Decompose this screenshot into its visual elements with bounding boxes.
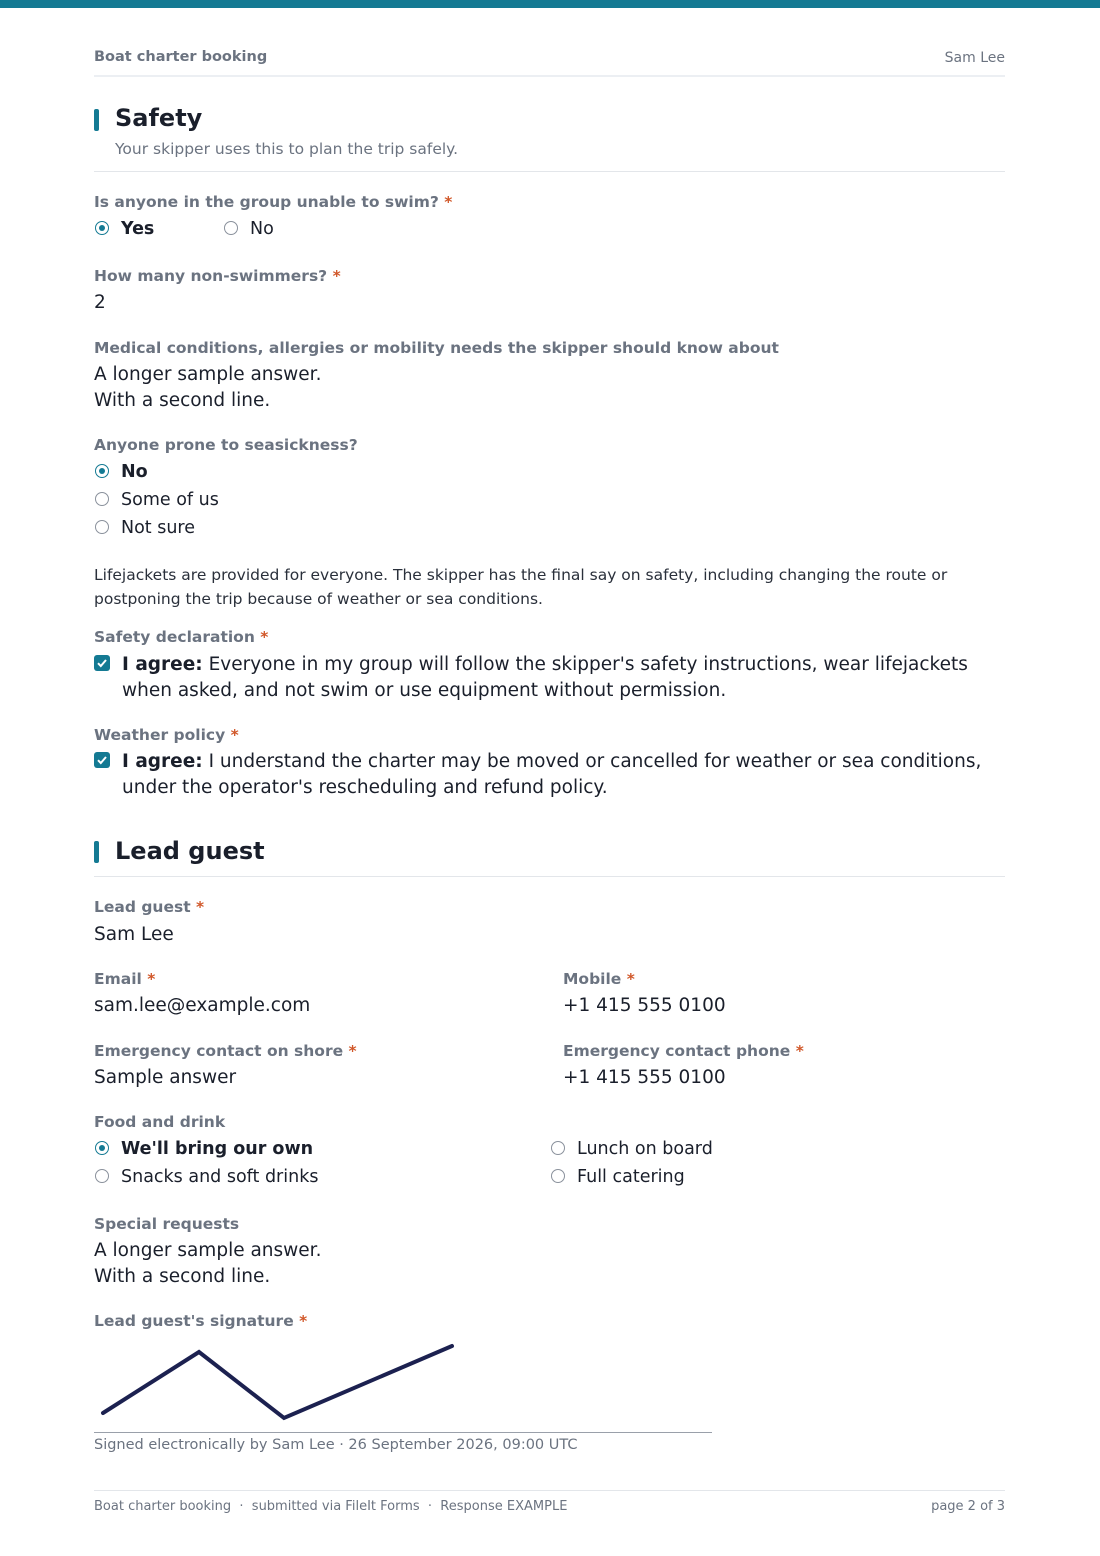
field-label-special-requests: Special requests	[94, 1215, 240, 1233]
radio-empty-icon	[224, 221, 238, 235]
required-marker: *	[444, 193, 453, 211]
field-label-emergency-contact: Emergency contact on shore *	[94, 1042, 357, 1060]
value-special-line2: With a second line.	[94, 1266, 271, 1287]
form-title: Boat charter booking	[94, 49, 268, 65]
section-accent-bar	[94, 109, 99, 131]
required-marker: *	[332, 267, 341, 285]
radio-empty-icon	[551, 1169, 565, 1183]
page-footer	[94, 1490, 1005, 1514]
field-label-mobile: Mobile *	[563, 970, 635, 988]
top-accent-bar	[0, 0, 1100, 8]
signature-line	[94, 1432, 712, 1433]
section-subtitle: Your skipper uses this to plan the trip safely.	[115, 140, 459, 158]
required-marker: *	[795, 1042, 804, 1060]
field-label-emergency-phone: Emergency contact phone *	[563, 1042, 804, 1060]
question-label-medical: Medical conditions, allergies or mobility needs the skipper should know about	[94, 339, 779, 357]
answer-nonswimmers: 2	[94, 292, 106, 313]
answer-medical-line1: A longer sample answer.	[94, 364, 322, 385]
signature-image	[94, 1335, 474, 1435]
question-label-weather: Weather policy *	[94, 726, 239, 744]
question-label-declaration: Safety declaration *	[94, 628, 269, 646]
weather-text: I agree: I understand the charter may be moved or cancelled for weather or sea conditions, under the operator's rescheduling and refund policy.	[122, 751, 982, 798]
required-marker: *	[260, 628, 269, 646]
value-emergency-contact: Sample answer	[94, 1067, 237, 1088]
radio-selected-icon	[95, 221, 109, 235]
answer-medical-line2: With a second line.	[94, 390, 271, 411]
value-lead-guest: Sam Lee	[94, 924, 174, 945]
section-accent-bar	[94, 841, 99, 863]
signature-caption: Signed electronically by Sam Lee · 26 September 2026, 09:00 UTC	[94, 1437, 578, 1453]
declaration-text: I agree: Everyone in my group will follow the skipper's safety instructions, wear lifejackets when asked, and not swim or use equipment without permission.	[122, 654, 968, 701]
section-title: Lead guest	[115, 837, 265, 865]
page-number: page 2 of 3	[931, 1499, 1005, 1514]
safety-info-text: Lifejackets are provided for everyone. The skipper has the final say on safety, including changing the route or postponing the trip because of weather or sea conditions.	[94, 566, 948, 608]
required-marker: *	[626, 970, 635, 988]
checkbox-weather-policy[interactable]	[94, 749, 1005, 803]
required-marker: *	[196, 898, 205, 916]
checkbox-checked-icon	[94, 752, 110, 768]
section-safety-header	[94, 104, 1005, 172]
radio-empty-icon	[95, 492, 109, 506]
field-label-food: Food and drink	[94, 1113, 226, 1131]
question-label-nonswimmers: How many non-swimmers? *	[94, 267, 341, 285]
field-label-email: Email *	[94, 970, 156, 988]
footer-info: Boat charter booking · submitted via FileIt Forms · Response EXAMPLE	[94, 1499, 568, 1514]
field-label-lead-guest: Lead guest *	[94, 898, 205, 916]
section-lead-guest-header	[94, 837, 1005, 877]
section-title: Safety	[115, 104, 203, 132]
radio-empty-icon	[95, 520, 109, 534]
user-name: Sam Lee	[944, 50, 1005, 66]
question-label-swim: Is anyone in the group unable to swim? *	[94, 193, 453, 211]
required-marker: *	[299, 1312, 308, 1330]
required-marker: *	[230, 726, 239, 744]
radio-selected-icon	[95, 464, 109, 478]
required-marker: *	[147, 970, 156, 988]
radio-empty-icon	[95, 1169, 109, 1183]
required-marker: *	[348, 1042, 357, 1060]
page-header	[94, 49, 1005, 77]
checkbox-checked-icon	[94, 655, 110, 671]
value-mobile: +1 415 555 0100	[563, 995, 726, 1016]
radio-empty-icon	[551, 1141, 565, 1155]
question-label-seasick: Anyone prone to seasickness?	[94, 436, 358, 454]
checkbox-safety-declaration[interactable]	[94, 652, 1005, 706]
field-label-signature: Lead guest's signature *	[94, 1312, 308, 1330]
value-emergency-phone: +1 415 555 0100	[563, 1067, 726, 1088]
value-special-line1: A longer sample answer.	[94, 1240, 322, 1261]
value-email: sam.lee@example.com	[94, 995, 311, 1016]
radio-selected-icon	[95, 1141, 109, 1155]
